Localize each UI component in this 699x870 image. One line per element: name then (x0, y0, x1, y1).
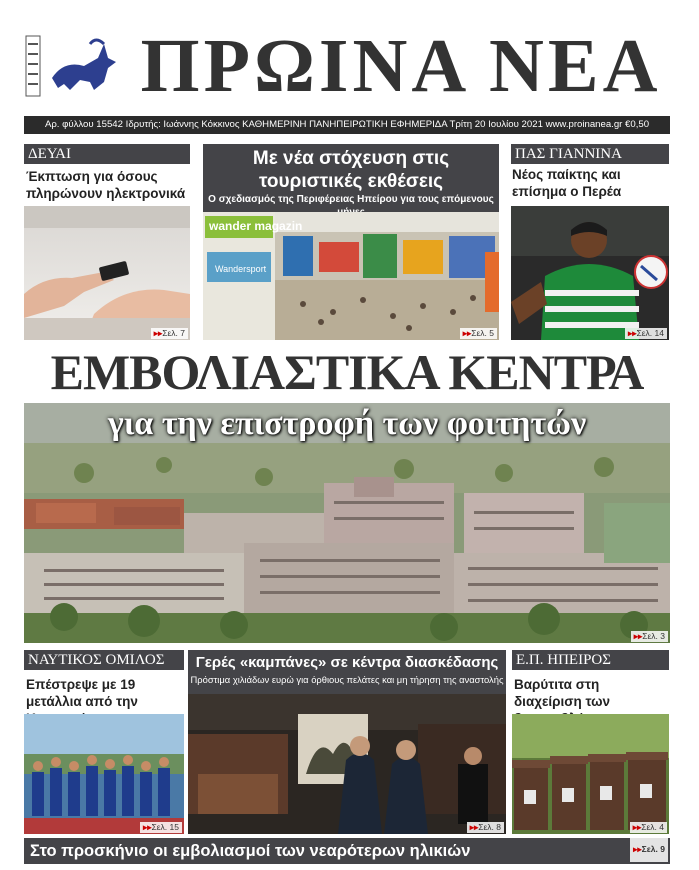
page-reference: ▸▸Σελ. 5 (460, 328, 497, 339)
section-label: ΠΑΣ ΓΙΑΝΝΙΝΑ (511, 144, 669, 164)
article-title-box (188, 650, 506, 694)
article-title-box (203, 144, 499, 212)
football-player-photo (511, 206, 669, 340)
expo-sign-text-2: Wandersport (215, 264, 267, 274)
article-headline[interactable]: Επέστρεψε με 19 μετάλλια από την (26, 677, 138, 709)
section-label: ΔΕΥΑΙ (24, 144, 190, 164)
article-tourism[interactable] (203, 144, 499, 340)
page-reference: ▸▸Σελ. 4 (630, 822, 667, 833)
article-biowaste[interactable] (512, 650, 669, 834)
section-label: ΝΑΥΤΙΚΟΣ ΟΜΙΛΟΣ (24, 650, 184, 670)
article-headline[interactable]: Με νέα στόχευση στις τουριστικές εκθέσεις (252, 148, 450, 192)
page-reference: ▸▸Σελ. 14 (625, 328, 667, 339)
article-subheadline: Πρόστιμα χιλιάδων ευρώ για όρθιους πελάτες και μη τήρηση της αναστολής (190, 674, 504, 685)
article-pas-giannina[interactable] (511, 144, 669, 340)
page-reference: ▸▸Σελ. 3 (631, 631, 668, 642)
article-headline[interactable]: Βαρύτιτα στη διαχείριση των (514, 677, 611, 709)
main-subheadline: για την επιστροφή των φοιτητών (107, 405, 587, 442)
issue-info-bar: Αρ. φύλλου 15542 Ιδρυτής: Ιωάννης Κόκκινος ΚΑΘΗΜΕΡΙΝΗ ΠΑΝΗΠΕΙΡΩΤΙΚΗ ΕΦΗΜΕΡΙΔΑ Τρίτη 20 Ιουλίου 2021 www.proinanea.gr €0,50 (24, 116, 670, 134)
footer-headline-bar[interactable] (24, 838, 670, 864)
article-headline[interactable]: Έκπτωση για όσους πληρώνουν ηλεκτρονικά (26, 169, 186, 201)
goat-logo-icon (24, 30, 132, 110)
article-entertainment-fines[interactable] (188, 650, 506, 834)
article-subheadline: Ο σχεδιασμός της Περιφέρειας Ηπείρου για τους επόμενους (208, 194, 494, 205)
article-headline[interactable]: Γερές «καμπάνες» σε κέντρα διασκέδασης (195, 654, 499, 671)
article-nautical-club[interactable] (24, 650, 184, 834)
page-reference: ▸▸Σελ. 7 (151, 328, 188, 339)
expo-hall-photo (203, 212, 499, 340)
page-reference: ▸▸Σελ. 15 (140, 822, 182, 833)
article-deyai[interactable] (24, 144, 190, 340)
article-headline[interactable]: Νέος παίκτης και επίσημα ο Περέα (512, 167, 622, 199)
compost-bins-photo (512, 714, 669, 834)
rowing-team-photo (24, 714, 184, 834)
page-reference: ▸▸Σελ. 9 (630, 838, 668, 862)
phone-payment-photo (24, 206, 190, 340)
main-headline[interactable]: ΕΜΒΟΛΙΑΣΤΙΚΑ ΚΕΝΤΡΑ (50, 344, 644, 400)
footer-headline[interactable]: Στο προσκήνιο οι εμβολιασμοί των νεαρότερων ηλικιών (30, 842, 471, 860)
page-reference: ▸▸Σελ. 8 (467, 822, 504, 833)
section-label: Ε.Π. ΗΠΕΙΡΟΣ (512, 650, 669, 670)
police-inspection-photo (188, 694, 506, 834)
main-story[interactable] (24, 403, 670, 643)
masthead (24, 22, 670, 110)
masthead-title: ΠΡΩΙΝΑ ΝΕΑ (140, 24, 662, 108)
expo-sign-text: wander magazin (209, 219, 303, 233)
